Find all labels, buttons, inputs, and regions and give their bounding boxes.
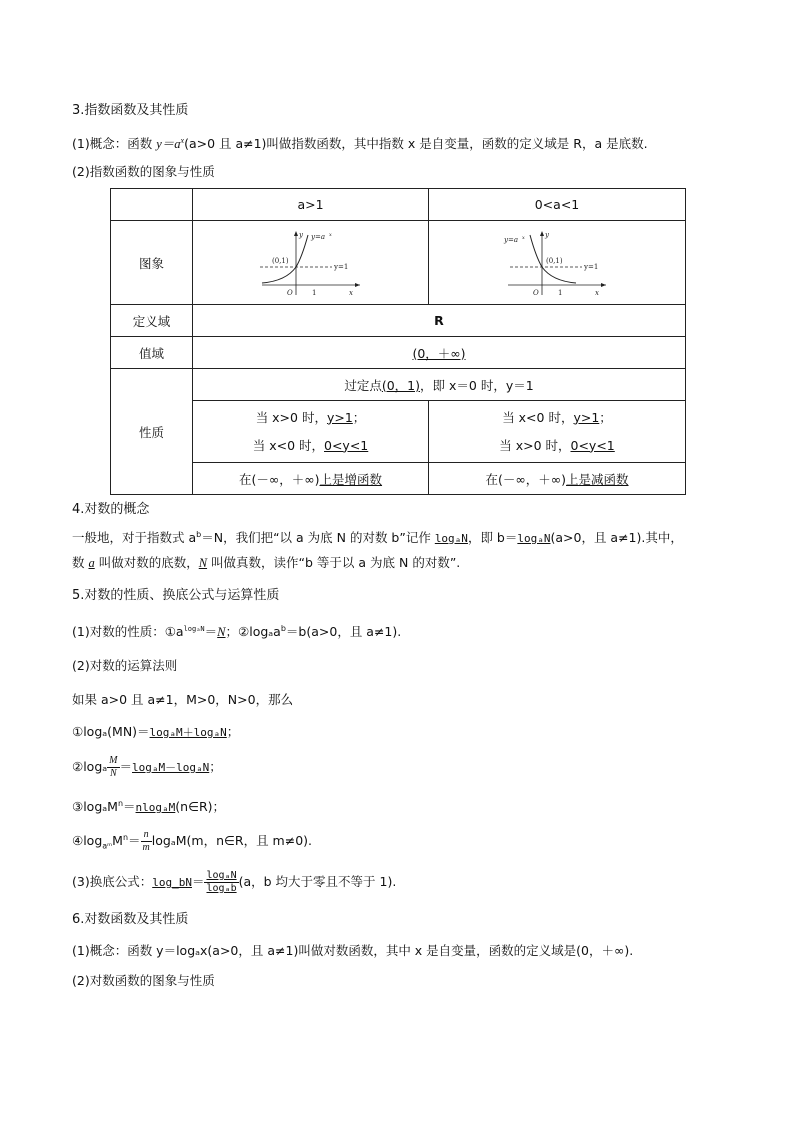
graph2-y-label: y (545, 230, 549, 239)
graph1-one-label: 1 (311, 288, 316, 297)
section-4-title: 4.对数的概念 (72, 502, 150, 517)
log-definition-line2: 数 a 叫做对数的底数，N 叫做真数，读作“b 等于以 a 为底 N 的对数”. (72, 555, 461, 570)
exp-graph-subheading: (2)指数函数的图象与性质 (72, 164, 215, 179)
graph1-curve-label: y=a (310, 232, 325, 241)
graph2-curve-label: y=a (504, 235, 518, 244)
log-rule-1: ①logₐ(MN)＝logₐM＋logₐN； (72, 724, 240, 739)
row-label-range: 值域 (111, 337, 193, 369)
graph1-line-label: y=1 (333, 262, 348, 271)
graph2-line-label: y=1 (584, 262, 599, 271)
section-5-title: 5.对数的性质、换底公式与运算性质 (72, 588, 280, 603)
log-definition-line1: 一般地，对于指数式 $a^b=N$，我们把“以 a 为底 N 的对数 b”记作 logₐN，即 b＝logₐN(a>0，且 a≠1).其中， (72, 530, 683, 546)
section-6-title: 6.对数函数及其性质 (72, 912, 189, 927)
graph2-one-label: 1 (558, 288, 563, 297)
graph1-origin-label: O (286, 288, 293, 297)
log-graph-subheading: (2)对数函数的图象与性质 (72, 973, 215, 988)
graph2-curve-label-sup: x (522, 234, 525, 241)
log-rule-4: $④\log_{aᵐ}M^n=$ $\frac{n}{m}$ logₐM(m，n∈R，且 m≠0). (72, 829, 312, 854)
graph1-curve-label-sup: x (328, 231, 332, 238)
monotonicity-a-lt-1: 在(－∞，＋∞)上是减函数 (429, 463, 686, 495)
row-label-properties: 性质 (111, 369, 193, 495)
graph-a-gt-1-cell (193, 221, 429, 305)
exp-properties-table (110, 188, 686, 495)
row-label-graph: 图象 (111, 221, 193, 305)
props-a-lt-1: 当 x<0 时，y>1； 当 x>0 时，0<y<1 (429, 401, 686, 463)
log-function-definition: (1)概念：函数 y＝logₐx(a>0，且 a≠1)叫做对数函数，其中 x 是自变量，函数的定义域是(0，＋∞). (72, 943, 634, 958)
log-rule-3: ③logₐM$^n$＝nlogₐM(n∈R)； (72, 799, 226, 815)
log-rule-2: ②logₐ $\frac{M}{N}$ ＝logₐM－logₐN； (72, 755, 222, 779)
range-value: (0，＋∞) (412, 345, 466, 361)
row-label-domain: 定义域 (111, 305, 193, 337)
log-rules-conditions: 如果 a>0 且 a≠1，M>0，N>0，那么 (72, 692, 294, 707)
graph1-y-label: y (298, 230, 303, 239)
graph2-x-label: x (595, 288, 599, 297)
graph1-point-label: (0,1) (271, 256, 289, 265)
fixed-point-cell: 过定点(0，1)，即 x＝0 时，y＝1 (193, 369, 686, 401)
monotonicity-a-gt-1: 在(－∞，＋∞)上是增函数 (193, 463, 429, 495)
table-corner-cell (111, 189, 193, 221)
graph1-x-label: x (348, 288, 353, 297)
section-3-title: 3.指数函数及其性质 (72, 103, 189, 118)
graph-a-gt-1 (256, 227, 366, 299)
change-of-base-formula: (3)换底公式：log_bN＝ $\frac{\text{logₐN}}{\text{logₐb}}$ (a，b 均大于零且不等于 1). (72, 870, 397, 894)
graph2-origin-label: O (533, 288, 539, 297)
log-rules-heading: (2)对数的运算法则 (72, 658, 178, 673)
range-cell (193, 337, 686, 369)
exp-function-definition: (1)概念：函数 $y=a^x(a>0$ 且 a≠1)叫做指数函数，其中指数 x 是自变量，函数的定义域是 R，a 是底数. (72, 136, 648, 152)
props-a-gt-1: 当 x>0 时，y>1； 当 x<0 时，0<y<1 (193, 401, 429, 463)
domain-value: R (193, 305, 686, 337)
col-header-a-gt-1: a>1 (193, 189, 429, 221)
fixed-point-value: (0，1) (381, 377, 421, 393)
col-header-a-lt-1: 0<a<1 (429, 189, 686, 221)
log-properties: (1)对数的性质：$①a^{log_aN}=N$；②logₐa$^b$＝b(a>0，且 a≠1). (72, 624, 402, 640)
graph2-point-label: (0,1) (546, 256, 563, 265)
graph-a-lt-1 (502, 227, 612, 299)
graph-a-lt-1-cell (429, 221, 686, 305)
